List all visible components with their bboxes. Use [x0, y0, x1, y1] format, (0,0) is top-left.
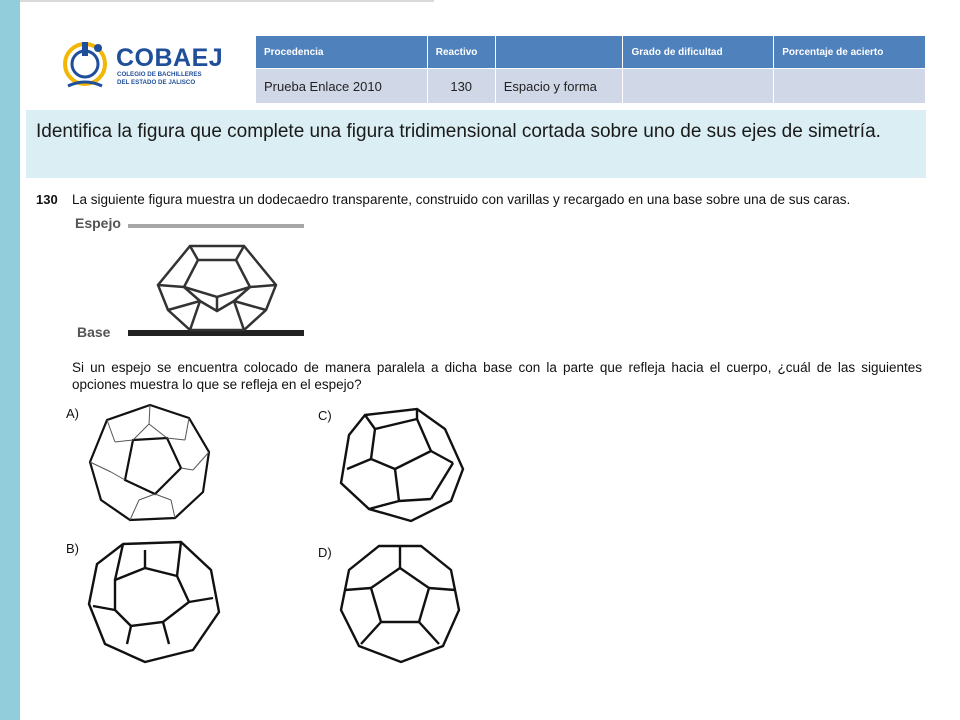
mirror-label: Espejo	[75, 215, 121, 231]
logo-title: COBAEJ	[116, 44, 224, 72]
cell-tema: Espacio y forma	[495, 69, 623, 104]
cell-reactivo: 130	[427, 69, 495, 104]
table-header-dificultad: Grado de dificultad	[623, 36, 774, 69]
instruction-banner: Identifica la figura que complete una figura tridimensional cortada sobre uno de sus ejes de simetría.	[26, 110, 926, 178]
table-header-acierto: Porcentaje de acierto	[774, 36, 926, 69]
question-intro: La siguiente figura muestra un dodecaedro transparente, construido con varillas y recargado en una base sobre una de sus caras.	[72, 192, 851, 207]
logo-subtitle	[117, 71, 227, 86]
left-accent-bar	[0, 0, 20, 720]
table-header-procedencia: Procedencia	[256, 36, 428, 69]
top-divider	[20, 0, 434, 2]
question-prompt: Si un espejo se encuentra colocado de manera paralela a dicha base con la parte que refleja hacia el cuerpo, ¿cuál de las siguientes opciones muestra lo que se refleja en el espejo?	[72, 360, 922, 392]
dodecahedron-figure	[120, 215, 310, 345]
option-a-label[interactable]: A)	[66, 406, 79, 421]
cell-acierto	[774, 69, 926, 104]
table-header-blank	[495, 36, 623, 69]
option-c-label[interactable]: C)	[318, 408, 332, 423]
table-row	[256, 69, 926, 104]
dodecahedron-shape	[158, 246, 276, 330]
cell-procedencia: Prueba Enlace 2010	[256, 69, 428, 104]
base-label: Base	[77, 324, 111, 340]
option-d-label[interactable]: D)	[318, 545, 332, 560]
logo-subtitle-line: COLEGIO DE BACHILLERES	[117, 71, 202, 78]
option-a-figure[interactable]	[85, 400, 215, 525]
option-d-figure[interactable]	[335, 540, 465, 665]
option-b-figure[interactable]	[85, 540, 225, 665]
table-header-row	[256, 36, 926, 69]
table-header-reactivo: Reactivo	[427, 36, 495, 69]
question-number: 130	[36, 192, 58, 207]
logo-subtitle-line: DEL ESTADO DE JALISCO	[117, 78, 196, 86]
item-info-table	[255, 35, 926, 104]
option-b-label[interactable]: B)	[66, 541, 79, 556]
option-c-figure[interactable]	[335, 405, 465, 525]
mirror-line	[128, 224, 304, 228]
cell-dificultad	[623, 69, 774, 104]
